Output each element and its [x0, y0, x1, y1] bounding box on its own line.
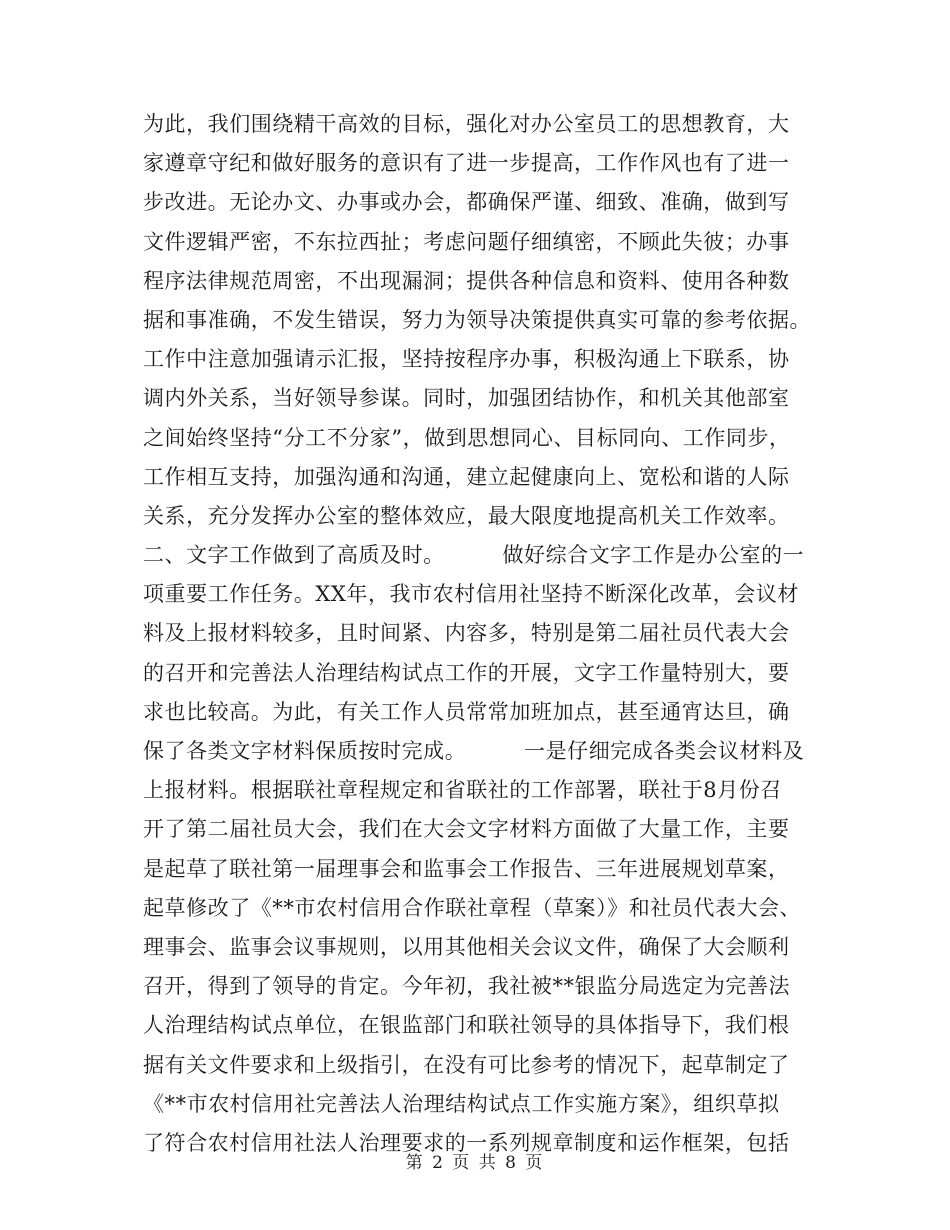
text-line: 起草修改了《**市农村信用合作联社章程（草案）》和社员代表大会、	[143, 895, 802, 920]
text-line: 家遵章守纪和做好服务的意识有了进一步提高，工作作风也有了进一	[143, 151, 790, 176]
text-line: 工作相互支持，加强沟通和沟通，建立起健康向上、宽松和谐的人际	[143, 464, 790, 489]
text-line: 保了各类文字材料保质按时完成。 一是仔细完成各类会议材料及	[143, 739, 805, 763]
text-line: 步改进。无论办文、办事或办会，都确保严谨、细致、准确，做到写	[143, 190, 790, 215]
text-line: 之间始终坚持“分工不分家”，做到思想同心、目标同向、工作同步，	[143, 425, 791, 450]
text-line: 二、文字工作做到了高质及时。 做好综合文字工作是办公室的一	[143, 543, 805, 568]
text-line: 理事会、监事会议事规则，以用其他相关会议文件，确保了大会顺利	[143, 934, 790, 959]
text-line: 《**市农村信用社完善法人治理结构试点工作实施方案》，组织草拟	[143, 1091, 780, 1116]
text-line: 据和事准确，不发生错误，努力为领导决策提供真实可靠的参考依据。	[143, 307, 812, 332]
text-line: 工作中注意加强请示汇报，坚持按程序办事，积极沟通上下联系，协	[143, 347, 790, 372]
text-line: 料及上报材料较多，且时间紧、内容多，特别是第二届社员代表大会	[143, 621, 790, 646]
text-line: 的召开和完善法人治理结构试点工作的开展，文字工作量特别大，要	[143, 660, 790, 685]
text-line: 据有关文件要求和上级指引，在没有可比参考的情况下，起草制定了	[143, 1052, 790, 1077]
text-line: 召开，得到了领导的肯定。今年初，我社被**银监分局选定为完善法	[143, 974, 791, 999]
page-number-footer: 第 2 页 共 8 页	[405, 1153, 545, 1173]
text-line: 上报材料。根据联社章程规定和省联社的工作部署，联社于8月份召	[143, 778, 782, 803]
body-text	[143, 105, 823, 1163]
text-line: 文件逻辑严密，不东拉西扯；考虑问题仔细缜密，不顾此失彼；办事	[143, 229, 790, 254]
text-line: 开了第二届社员大会，我们在大会文字材料方面做了大量工作，主要	[143, 817, 790, 842]
text-line: 程序法律规范周密，不出现漏洞；提供各种信息和资料、使用各种数	[143, 268, 790, 293]
text-line: 了符合农村信用社法人治理要求的一系列规章制度和运作框架，包括	[143, 1130, 790, 1155]
text-line: 关系，充分发挥办公室的整体效应，最大限度地提高机关工作效率。	[143, 503, 790, 528]
text-line: 求也比较高。为此，有关工作人员常常加班加点，甚至通宵达旦，确	[143, 699, 790, 724]
text-line: 为此，我们围绕精干高效的目标，强化对办公室员工的思想教育，大	[143, 112, 790, 136]
text-line: 调内外关系，当好领导参谋。同时，加强团结协作，和机关其他部室	[143, 386, 790, 411]
text-line: 人治理结构试点单位，在银监部门和联社领导的具体指导下，我们根	[143, 1013, 790, 1038]
text-line: 项重要工作任务。XX年，我市农村信用社坚持不断深化改革，会议材	[143, 582, 799, 607]
text-line: 是起草了联社第一届理事会和监事会工作报告、三年进展规划草案，	[143, 856, 790, 881]
